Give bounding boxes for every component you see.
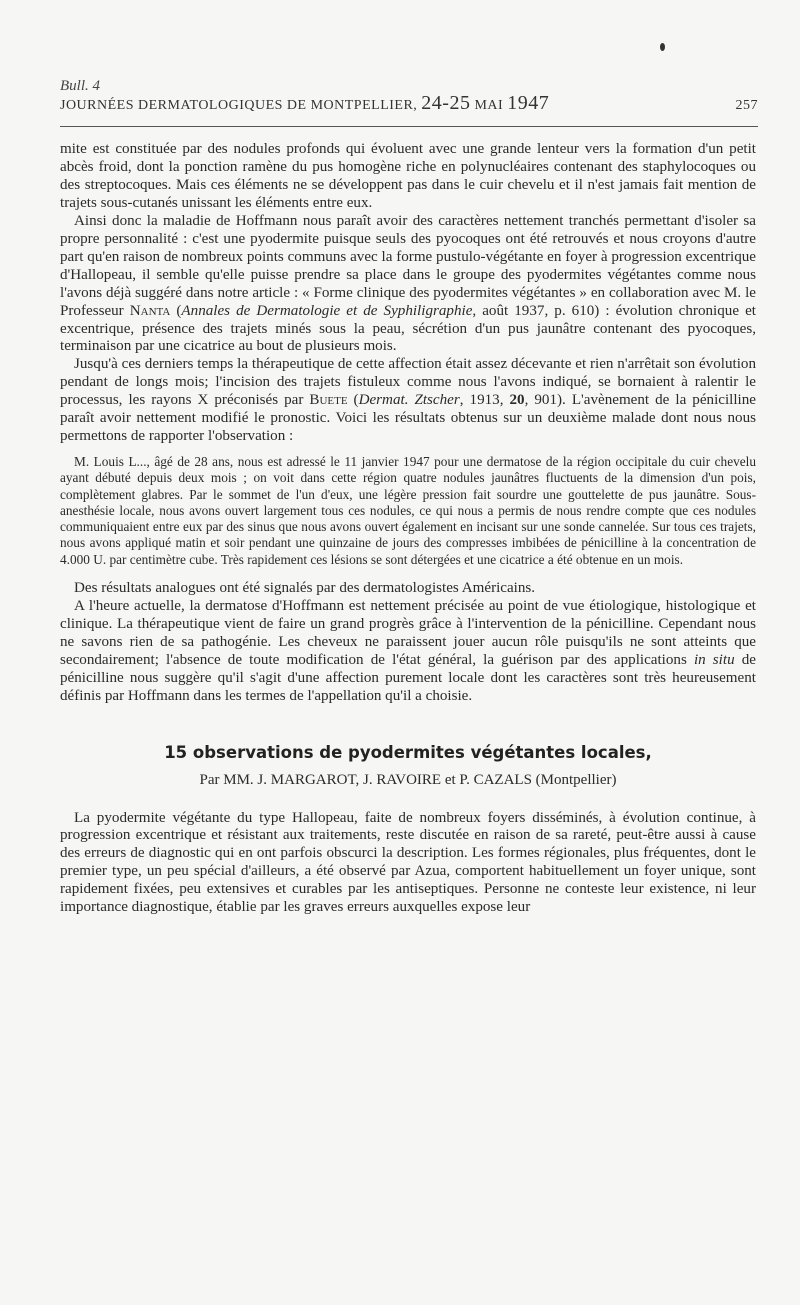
journal-title: Annales de Dermatologie et de Syphiligraphie xyxy=(181,302,473,319)
section-title: 15 observations de pyodermites végétantes locales, xyxy=(164,742,652,762)
ink-speck xyxy=(660,43,665,51)
paragraph: A l'heure actuelle, la dermatose d'Hoffmann est nettement précisée au point de vue étiologique, histologique et clinique. La thérapeutique vient de faire un grand progrès grâce à l'intervention de la pénicilline. Cependant nous ne savons rien de sa pathogénie. Les cheveux ne paraissent jouer aucun rôle puisqu'ils ne sont atteints que secondairement; l'absence de toute modification de l'état général, la guérison par des applications in situ de pénicilline nous suggère qu'il s'agit d'une affection purement locale dont les caractères sont très heureusement définis par Hoffmann dans les termes de l'appellation qu'il a choisie. xyxy=(60,597,756,704)
header-title: JOURNÉES DERMATOLOGIQUES DE MONTPELLIER, xyxy=(60,98,418,113)
latin-term: in situ xyxy=(693,651,735,668)
journal-title: Dermat. Ztscher xyxy=(358,392,460,409)
header-date-num: 24-25 xyxy=(421,92,471,114)
volume-number: 20 xyxy=(509,392,525,409)
authors-line: Par MM. J. MARGAROT, J. RAVOIRE et P. CAZALS (Montpellier) xyxy=(199,771,617,788)
header-rule xyxy=(60,126,758,127)
bulletin-label: Bull. 4 xyxy=(60,78,100,94)
paragraph: Des résultats analogues ont été signalés par des dermatologistes Américains. xyxy=(74,579,536,596)
article-body xyxy=(60,141,756,917)
author-name: Nanta xyxy=(129,302,171,319)
header-year: 1947 xyxy=(507,92,550,114)
paragraph: Jusqu'à ces derniers temps la thérapeutique de cette affection était assez décevante et rien n'arrêtait son évolution pendant de longs mois; l'incision des trajets fistuleux comme nous l'avons indiqué, se bornaient à ralentir le processus, les rayons X préconisés par Buete (Dermat. Ztscher, 1913, 20, 901). L'avènement de la pénicilline paraît avoir nettement modifié le pronostic. Voici les résultats obtenus sur un deuxième malade dont nous nous permettons de rapporter l'observation : xyxy=(60,356,756,445)
case-observation: M. Louis L..., âgé de 28 ans, nous est adressé le 11 janvier 1947 pour une dermatose de la région occipitale du cuir chevelu ayant débuté depuis deux mois ; on voit dans cette région quatre nodules jaunâtres fluctuents de la dimension d'un pois, complètement glabres. Par le sommet de l'un d'eux, une légère pression fait sourdre une gouttelette de pus jaunâtre. Sous-anesthésie locale, nous avons ouvert largement tous ces nodules, ce qui nous a permis de nous rendre compte que ces nodules communiquaient entre eux par des sinus que nous avons ouvert également en incisant sur une sonde cannelée. Sur tous ces trajets, nous avons appliqué matin et soir pendant une quinzaine de jours des compresses imbibées de pénicilline à la concentration de 4.000 U. par centimètre cube. Très rapidement ces lésions se sont détergées et une cicatrice a été obtenue en un mois. xyxy=(60,454,756,567)
running-header xyxy=(60,92,758,115)
paragraph: Ainsi donc la maladie de Hoffmann nous paraît avoir des caractères nettement tranchés permettant d'isoler sa propre personnalité : c'est une pyodermite puisque seuls des pyocoques ont été retrouvés et nous croyons d'autre part qu'en raison de nombreux points communs avec la forme pustulo-végétante en foyer à progression excentrique d'Hallopeau, il semble qu'elle puisse prendre sa place dans le groupe des pyodermites végétantes comme nous l'avons déjà suggéré dans notre article : « Forme clinique des pyodermites végétantes » en collaboration avec M. le Professeur Nanta (Annales de Dermatologie et de Syphiligraphie, août 1937, p. 610) : évolution chronique et excentrique, présence des trajets minés sous la peau, sécrétion d'un pus jaunâtre contenant des pyocoques, terminaison par une cicatrice au bout de plusieurs mois. xyxy=(60,212,756,355)
paragraph: mite est constituée par des nodules profonds qui évoluent avec une grande lenteur vers la formation d'un petit abcès froid, dont la ponction ramène du pus homogène riche en polynucléaires contenant des staphylocoques ou des streptocoques. Mais ces éléments ne se développent pas dans le cuir chevelu et il n'est jamais fait mention de trajets sous-cutanés unissant les éléments entre eux. xyxy=(60,141,756,211)
paragraph: La pyodermite végétante du type Hallopeau, faite de nombreux foyers disséminés, à évolution continue, à progression excentrique et résistant aux traitements, reste discutée en raison de sa rareté, peut-être aussi à cause des erreurs de diagnostic qui en ont parfois obscurci la description. Les formes régionales, plus fréquentes, dont le premier type, un peu spécial d'ailleurs, a été observé par Azua, comportent habituellement un foyer unique, sont rapidement fixées, peu extensives et curables par les antiseptiques. Personne ne conteste leur existence, ni leur importance diagnostique, établie par les graves erreurs auxquelles expose leur xyxy=(60,809,756,916)
header-title-group xyxy=(60,92,549,115)
page-number: 257 xyxy=(735,98,758,113)
header-month: MAI xyxy=(474,98,504,113)
author-name: Buete xyxy=(309,392,348,409)
